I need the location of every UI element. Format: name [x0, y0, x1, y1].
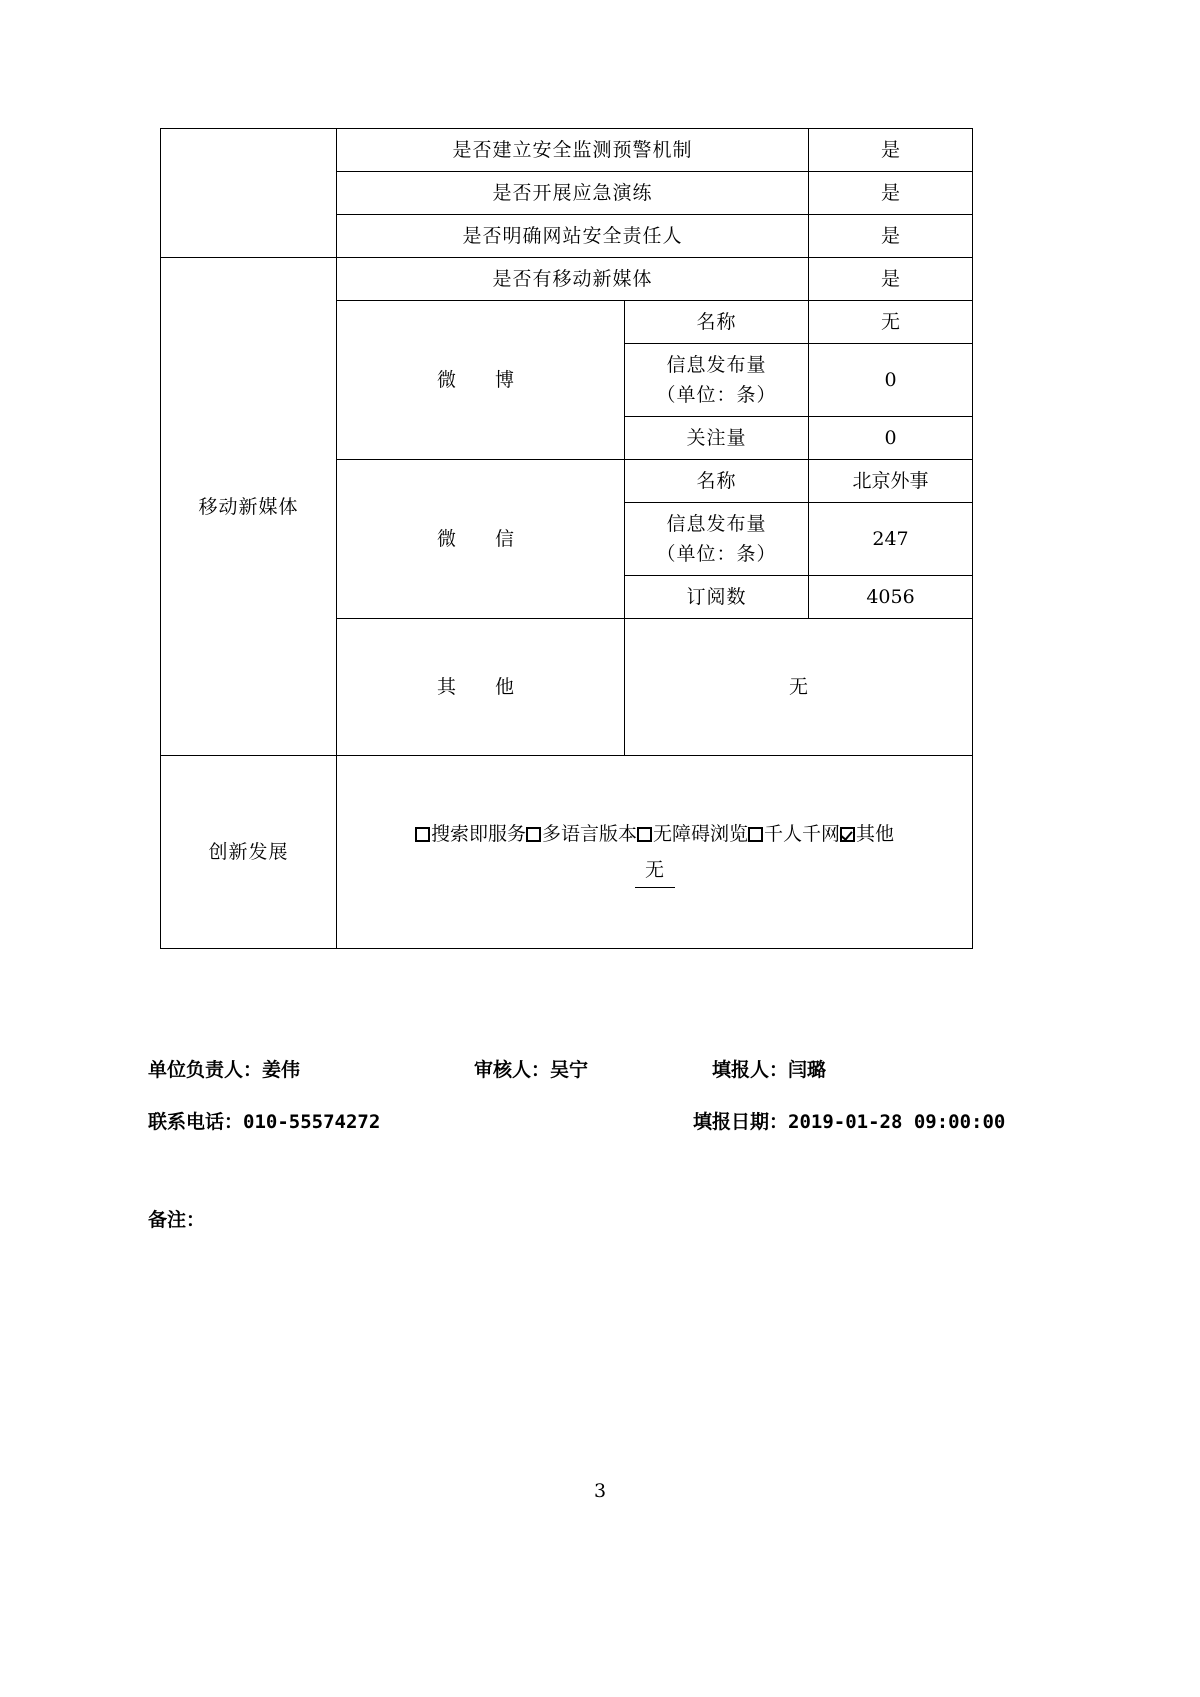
remark-label: 备注：	[148, 1209, 206, 1231]
group-label-mobile-media: 移动新媒体	[161, 258, 337, 756]
reviewer-value: 吴宁	[550, 1059, 589, 1081]
website-report-table	[160, 128, 973, 949]
innovation-option-other[interactable]	[840, 823, 894, 845]
checkbox-unchecked-icon[interactable]	[637, 827, 652, 842]
innovation-option-label: 搜索即服务	[430, 822, 526, 845]
reporter-field	[712, 1055, 826, 1082]
table-row	[161, 258, 973, 301]
unit-leader-field	[148, 1055, 300, 1082]
group-label-innovation: 创新发展	[161, 756, 337, 949]
innovation-option-label: 其他	[856, 822, 895, 845]
phone-label: 联系电话：	[148, 1111, 244, 1133]
weibo-post-count-label-line1: 信息发布量	[666, 354, 767, 376]
innovation-option-personalized[interactable]	[748, 823, 840, 845]
weibo-post-count-label	[625, 344, 809, 417]
checkbox-unchecked-icon[interactable]	[415, 827, 430, 842]
reviewer-field	[474, 1055, 588, 1082]
table-row	[161, 756, 973, 949]
reviewer-label: 审核人：	[474, 1059, 551, 1081]
checkbox-checked-icon[interactable]	[840, 827, 855, 842]
innovation-option-search-as-service[interactable]	[415, 823, 526, 845]
innovation-options-row	[341, 817, 968, 851]
row-label-emergency-drill: 是否开展应急演练	[337, 172, 809, 215]
report-date-value: 2019-01-28 09:00:00	[788, 1111, 1006, 1133]
row-value-has-mobile-media: 是	[809, 258, 973, 301]
weibo-followers-value: 0	[809, 417, 973, 460]
checkbox-unchecked-icon[interactable]	[526, 827, 541, 842]
innovation-option-label: 千人千网	[764, 822, 841, 845]
row-label-has-mobile-media: 是否有移动新媒体	[337, 258, 809, 301]
subgroup-label-other-media: 其 他	[337, 619, 625, 756]
report-date-label: 填报日期：	[693, 1111, 789, 1133]
weixin-post-count-label-line2: （单位：条）	[656, 543, 777, 565]
weixin-name-value: 北京外事	[809, 460, 973, 503]
unit-leader-label: 单位负责人：	[148, 1059, 263, 1081]
phone-value: 010-55574272	[243, 1111, 381, 1133]
row-value-emergency-drill: 是	[809, 172, 973, 215]
table-row	[161, 129, 973, 172]
signature-row-1	[148, 1055, 1048, 1107]
innovation-options-cell	[337, 756, 973, 949]
security-group-cell	[161, 129, 337, 258]
weibo-post-count-value: 0	[809, 344, 973, 417]
report-date-field	[693, 1107, 1005, 1134]
reporter-label: 填报人：	[712, 1059, 789, 1081]
weixin-name-label: 名称	[625, 460, 809, 503]
innovation-option-multilingual[interactable]	[526, 823, 637, 845]
signature-row-2	[148, 1107, 1048, 1159]
row-value-security-warning: 是	[809, 129, 973, 172]
row-label-security-warning: 是否建立安全监测预警机制	[337, 129, 809, 172]
row-label-security-officer: 是否明确网站安全责任人	[337, 215, 809, 258]
weibo-followers-label: 关注量	[625, 417, 809, 460]
weixin-post-count-value: 247	[809, 503, 973, 576]
other-media-value: 无	[625, 619, 973, 756]
signature-block	[148, 1055, 1048, 1159]
row-value-security-officer: 是	[809, 215, 973, 258]
weixin-post-count-label-line1: 信息发布量	[666, 513, 767, 535]
reporter-value: 闫璐	[788, 1059, 827, 1081]
phone-field	[148, 1107, 380, 1134]
weixin-post-count-label	[625, 503, 809, 576]
weibo-name-value: 无	[809, 301, 973, 344]
weibo-name-label: 名称	[625, 301, 809, 344]
innovation-other-row	[341, 851, 968, 888]
innovation-other-value: 无	[635, 853, 675, 888]
innovation-option-accessibility[interactable]	[637, 823, 748, 845]
page-number: 3	[593, 1480, 607, 1502]
weixin-subscribers-label: 订阅数	[625, 576, 809, 619]
weibo-post-count-label-line2: （单位：条）	[656, 384, 777, 406]
innovation-option-label: 无障碍浏览	[653, 822, 749, 845]
subgroup-label-weibo: 微 博	[337, 301, 625, 460]
innovation-option-label: 多语言版本	[541, 822, 637, 845]
weixin-subscribers-value: 4056	[809, 576, 973, 619]
subgroup-label-weixin: 微 信	[337, 460, 625, 619]
unit-leader-value: 姜伟	[262, 1059, 301, 1081]
checkbox-unchecked-icon[interactable]	[748, 827, 763, 842]
